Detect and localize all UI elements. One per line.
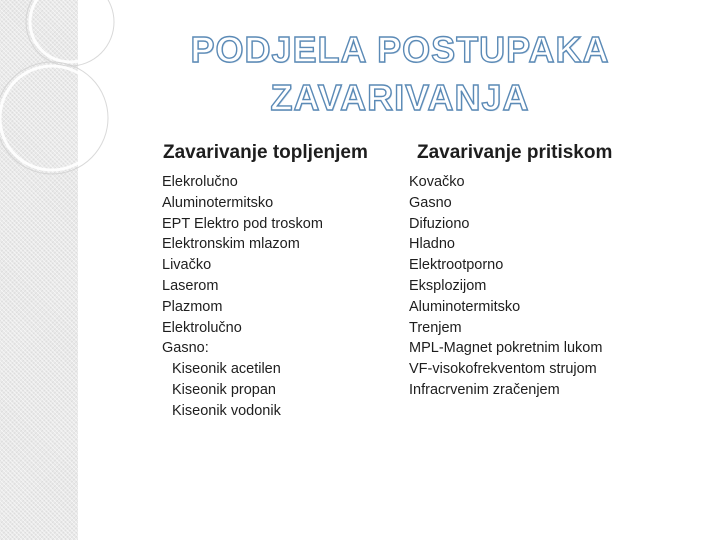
list-subitem: Kiseonik propan [172,381,276,398]
decorative-circles [0,0,140,150]
column-heading-topljenjem: Zavarivanje topljenjem [163,142,368,163]
list-item: Kovačko [409,174,465,190]
list-item: Elektrootporno [409,257,504,274]
list-item: Livačko [162,257,212,274]
list-item: Hladno [409,236,455,253]
list-item: Infracrvenim zračenjem [409,381,560,398]
list-item: Elektronskim mlazom [162,236,300,253]
list-item: VF-visokofrekventom strujom [409,361,597,378]
list-item: Aluminotermitsko [409,298,521,315]
list-item: Gasno: [162,340,209,357]
list-item: Trenjem [409,319,462,336]
list-item: Difuziono [409,215,470,232]
list-item: Aluminotermitsko [162,194,274,211]
slide-title-line-2: ZAVARIVANJA [270,77,530,118]
list-subitem: Kiseonik vodonik [172,402,281,419]
list-item: Plazmom [162,298,223,315]
list-item: MPL-Magnet pokretnim lukom [409,340,603,357]
list-topljenjem [162,172,323,422]
slide-title-line-1: PODJELA POSTUPAKA [190,29,610,70]
list-item: Laserom [162,277,219,294]
list-subitem: Kiseonik acetilen [172,361,281,378]
list-item: Elekrolučno [162,174,238,190]
list-item: Gasno [409,194,452,211]
list-pritiskom [409,172,602,401]
column-heading-pritiskom: Zavarivanje pritiskom [417,142,613,163]
list-item: EPT Elektro pod troskom [162,215,323,232]
list-item: Eksplozijom [409,277,487,294]
list-item: Elektrolučno [162,319,242,336]
